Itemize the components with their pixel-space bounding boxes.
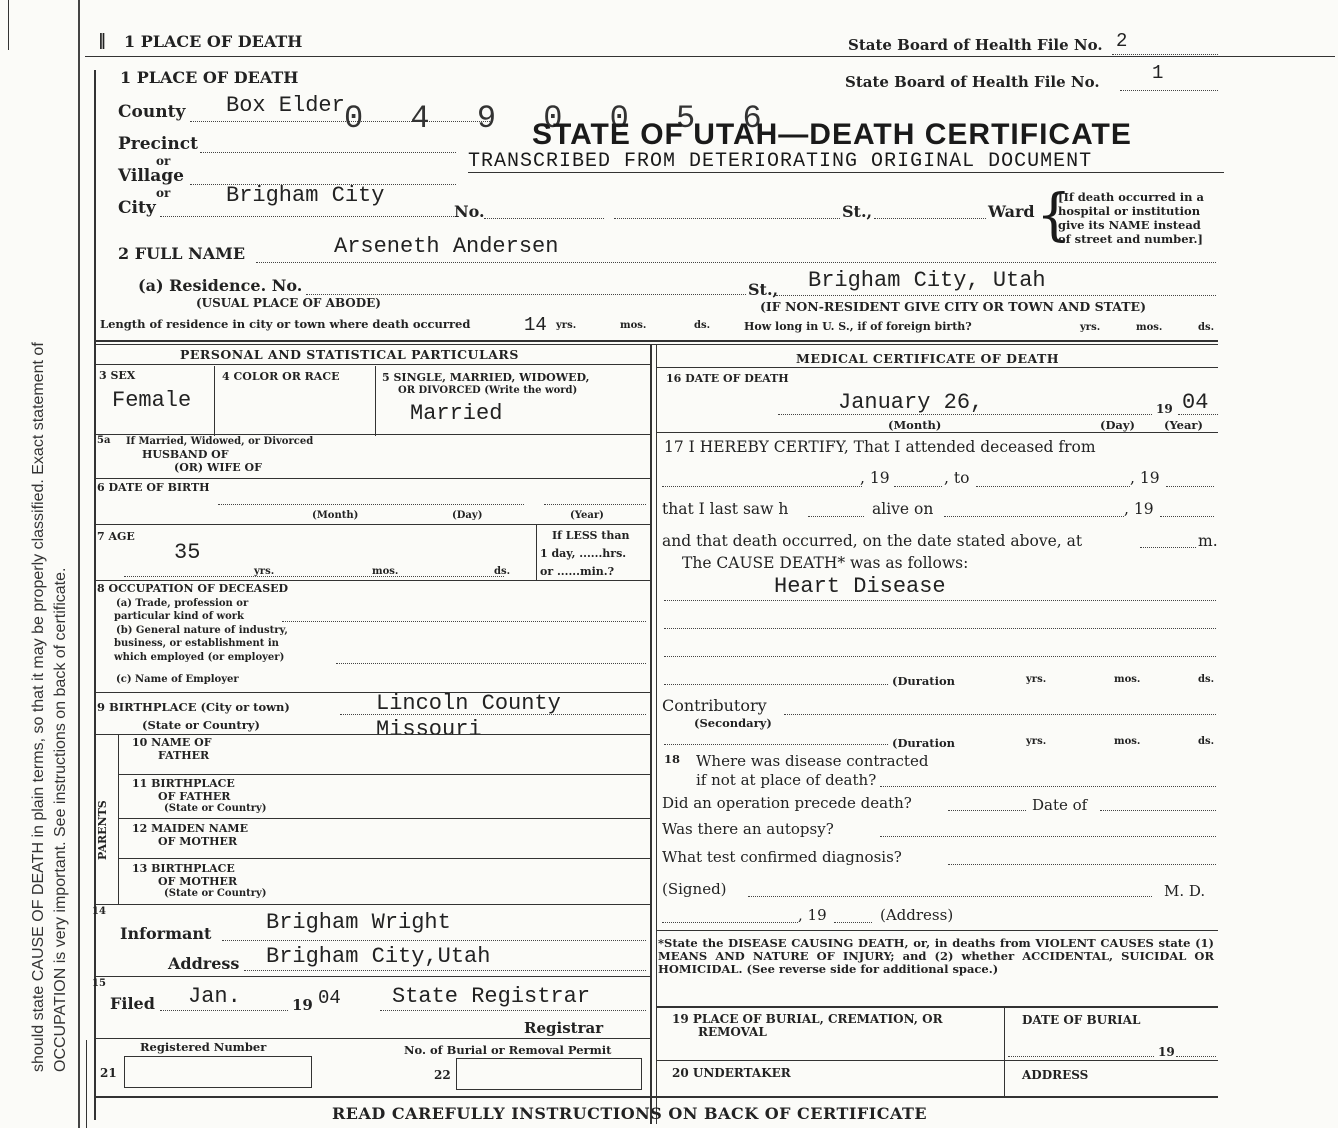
where-contracted-1: Where was disease contracted — [696, 752, 929, 770]
file-no-label: State Board of Health File No. — [845, 73, 1100, 91]
date-rule — [656, 432, 1218, 433]
certify-line-3b: alive on — [872, 500, 934, 518]
sex-divider — [214, 366, 215, 436]
dob-month-day-line — [218, 504, 524, 505]
file-no-line — [1120, 90, 1218, 91]
burial-divider — [1004, 1006, 1005, 1096]
informant-label: Informant — [120, 924, 212, 943]
city-value: Brigham City — [226, 183, 385, 208]
parents-divider — [118, 734, 119, 904]
test-label: What test confirmed diagnosis? — [662, 848, 902, 866]
subtitle-underline — [468, 172, 1224, 173]
informant-address-value: Brigham City,Utah — [266, 944, 491, 969]
hospital-note-2: hospital or institution — [1058, 204, 1201, 218]
test-line — [948, 864, 1216, 865]
certify-19-a-line — [894, 486, 942, 487]
certify-line-4: and that death occurred, on the date stated above, at — [662, 532, 1083, 550]
street-line — [614, 218, 840, 219]
dob-month: (Month) — [312, 510, 359, 521]
signed-line — [748, 896, 1152, 897]
certify-19-a: , 19 — [860, 469, 890, 487]
row-rule-7 — [94, 904, 650, 905]
day-label: (Day) — [1100, 418, 1135, 432]
row-rule-8 — [94, 976, 650, 977]
registrar-line — [380, 1010, 646, 1011]
operation-label: Did an operation precede death? — [662, 794, 912, 812]
certificate-subtitle: TRANSCRIBED FROM DETERIORATING ORIGINAL DOCUMENT — [468, 150, 1093, 173]
burial-permit-label: No. of Burial or Removal Permit — [404, 1043, 612, 1057]
filed-month-line — [160, 1010, 288, 1011]
burial-address-label: ADDRESS — [1022, 1068, 1089, 1082]
occupation-b2: business, or establishment in — [114, 638, 279, 649]
foreign-ds: ds. — [1198, 322, 1215, 333]
file-no-label-top: State Board of Health File No. — [848, 36, 1103, 54]
age-mos: mos. — [372, 566, 399, 577]
autopsy-label: Was there an autopsy? — [662, 820, 834, 838]
burial-place-label-1: 19 PLACE OF BURIAL, CREMATION, OR — [672, 1012, 943, 1026]
less-than-2: 1 day, ......hrs. — [540, 547, 627, 560]
full-name-value: Arseneth Andersen — [334, 234, 559, 259]
age-divider — [536, 524, 537, 580]
occupation-b1: (b) General nature of industry, — [116, 625, 288, 636]
foreign-mos: mos. — [1136, 322, 1163, 333]
filed-19: 19 — [292, 996, 313, 1014]
occupation-a1: (a) Trade, profession or — [116, 598, 249, 609]
less-than-3: or ......min.? — [540, 565, 615, 578]
autopsy-line — [880, 836, 1216, 837]
informant-address-line — [244, 970, 646, 971]
duration-ds-1: ds. — [1198, 674, 1215, 685]
village-label: Village — [118, 166, 184, 186]
undertaker-label: 20 UNDERTAKER — [672, 1066, 791, 1080]
burial-permit-box[interactable] — [456, 1058, 642, 1090]
contributory-duration-lead — [664, 744, 888, 745]
certificate-title: STATE OF UTAH—DEATH CERTIFICATE — [532, 118, 1132, 151]
date-of-death-value: January 26, — [838, 390, 984, 415]
cause-footnote: *State the DISEASE CAUSING DEATH, or, in deaths from VIOLENT CAUSES state (1) MEANS AND NATURE OF INJURY; and (2) whether ACCIDENTAL, SUICIDAL OR HOMICIDAL. (See reverse side for additional space.) — [658, 936, 1214, 976]
filed-year: 04 — [318, 987, 341, 1009]
birthplace-line — [340, 714, 646, 715]
date-19: 19 — [1156, 402, 1173, 416]
registrar-label: Registrar — [524, 1019, 604, 1037]
certify-to-line — [976, 486, 1130, 487]
father-bp-label-1: 11 BIRTHPLACE — [132, 777, 235, 790]
occupation-c: (c) Name of Employer — [116, 674, 239, 685]
father-name-label-1: 10 NAME OF — [132, 736, 212, 749]
city-line — [160, 216, 454, 217]
marital-label-1: 5 SINGLE, MARRIED, WIDOWED, — [382, 371, 590, 384]
spouse-label-3: (OR) WIFE OF — [174, 461, 262, 474]
residence-value: Brigham City, Utah — [808, 268, 1046, 293]
certify-alive-line — [944, 516, 1124, 517]
dob-label: 6 DATE OF BIRTH — [97, 481, 210, 494]
row-rule-1 — [94, 434, 650, 435]
certify-h-line — [808, 516, 864, 517]
age-line — [124, 576, 504, 577]
num-18: 18 — [664, 752, 681, 766]
occupation-label: 8 OCCUPATION OF DECEASED — [97, 582, 289, 595]
operation-line — [948, 810, 1026, 811]
filed-label: Filed — [110, 994, 155, 1013]
dob-year-line — [544, 504, 646, 505]
occupation-a-line — [282, 621, 646, 622]
filed-month: Jan. — [188, 984, 241, 1009]
duration-yrs-1: yrs. — [1026, 674, 1047, 685]
signed-label: (Signed) — [662, 880, 727, 898]
precinct-label: Precinct — [118, 134, 198, 154]
registered-number-box[interactable] — [124, 1056, 312, 1088]
informant-address-label: Address — [168, 954, 240, 973]
father-bp-label-2: OF FATHER — [158, 790, 231, 803]
date-of-line — [1100, 810, 1216, 811]
secondary-label: (Secondary) — [694, 716, 772, 730]
informant-line — [222, 940, 646, 941]
form-left-border-2 — [86, 1040, 87, 1128]
bottom-rule — [94, 1096, 1218, 1098]
cause-label: The CAUSE DEATH* was as follows: — [682, 554, 969, 572]
age-value: 35 — [174, 540, 201, 565]
birthplace-state: Missouri — [376, 717, 482, 742]
duration-mos-1: mos. — [1114, 674, 1141, 685]
residence-st-label: St., — [748, 280, 779, 299]
sex-label: 3 SEX — [99, 369, 136, 382]
date-year: 04 — [1182, 390, 1209, 415]
county-label: County — [118, 102, 186, 122]
color-race-label: 4 COLOR OR RACE — [222, 370, 340, 383]
age-ds: ds. — [494, 566, 511, 577]
mother-bp-label-2: OF MOTHER — [158, 875, 238, 888]
occupation-b3: which employed (or employer) — [114, 652, 285, 663]
dob-year: (Year) — [570, 510, 604, 521]
footer-instructions: READ CAREFULLY INSTRUCTIONS ON BACK OF CERTIFICATE — [332, 1104, 928, 1123]
medical-section-title: MEDICAL CERTIFICATE OF DEATH — [796, 351, 1060, 366]
sidebar-instruction-line-1: should state CAUSE OF DEATH in plain terms, so that it may be properly classified. Exact statement of — [30, 342, 47, 1072]
occupation-a2: particular kind of work — [114, 611, 244, 622]
burial-date-line — [1008, 1056, 1154, 1057]
burial-19: 19 — [1158, 1045, 1175, 1059]
informant-num: 14 — [92, 906, 106, 917]
file-no-top-line — [1112, 54, 1218, 55]
residence-label: (a) Residence. No. — [138, 276, 303, 295]
length-ds: ds. — [694, 320, 711, 331]
personal-section-title: PERSONAL AND STATISTICAL PARTICULARS — [180, 347, 519, 362]
row-rule-3 — [94, 524, 650, 525]
row-rule-9 — [94, 1038, 650, 1039]
or-1: or — [156, 154, 171, 168]
certify-line-3a: that I last saw h — [662, 500, 789, 518]
row-rule-6 — [94, 734, 650, 735]
father-name-label-2: FATHER — [158, 749, 210, 762]
hospital-note-1: [If death occurred in a — [1058, 190, 1204, 204]
certify-19-b: , 19 — [1130, 469, 1160, 487]
date-of-death-label: 16 DATE OF DEATH — [666, 372, 789, 385]
mother-name-label-1: 12 MAIDEN NAME — [132, 822, 248, 835]
cause-line-2 — [664, 628, 1216, 629]
contributory-line-1 — [784, 714, 1216, 715]
burial-date-label: DATE OF BURIAL — [1022, 1013, 1141, 1027]
cause-value: Heart Disease — [774, 574, 946, 599]
medical-header-rule — [656, 367, 1218, 368]
spouse-label-1: If Married, Widowed, or Divorced — [126, 436, 314, 447]
duration-label-1: (Duration — [892, 674, 955, 688]
less-than-1: If LESS than — [552, 529, 630, 542]
no-label: No. — [454, 202, 485, 221]
sidebar-instruction-line-2: OCCUPATION is very important. See instructions on back of certificate. — [52, 567, 69, 1072]
birthplace-label: 9 BIRTHPLACE (City or town) — [97, 700, 290, 714]
residence-line — [776, 295, 1216, 296]
top-strip-rule — [85, 56, 1335, 57]
place-of-death-heading-top: 1 PLACE OF DEATH — [124, 32, 303, 51]
certify-alive-19-line — [1160, 516, 1214, 517]
age-yrs: yrs. — [254, 566, 275, 577]
race-divider — [375, 366, 376, 436]
registrar-name: State Registrar — [392, 984, 591, 1009]
date-of-label: Date of — [1032, 796, 1088, 814]
birthplace-city: Lincoln County — [376, 691, 561, 716]
certify-line-1: 17 I HEREBY CERTIFY, That I attended deceased from — [664, 438, 1096, 456]
top-binding-marks: ‖ — [98, 30, 106, 49]
or-2: or — [156, 186, 171, 200]
cause-line-3 — [664, 656, 1216, 657]
usual-abode-label: (USUAL PLACE OF ABODE) — [196, 296, 381, 310]
burial-19-line — [1176, 1056, 1216, 1057]
duration-yrs-2: yrs. — [1026, 736, 1047, 747]
parent-rule-1 — [118, 774, 650, 775]
hospital-note-4: of street and number.] — [1058, 232, 1203, 246]
file-no-value: 1 — [1152, 62, 1164, 84]
filed-num: 15 — [92, 978, 106, 989]
center-divider — [650, 344, 652, 1124]
length-yrs: yrs. — [556, 320, 577, 331]
marital-label-2: OR DIVORCED (Write the word) — [398, 385, 578, 396]
certify-19-b-line — [1166, 486, 1214, 487]
birthplace-sub: (State or Country) — [142, 718, 260, 732]
parent-rule-3 — [118, 858, 650, 859]
date-year-line — [1178, 414, 1218, 415]
sig-19: , 19 — [798, 906, 827, 924]
burial-rule — [656, 1006, 1218, 1008]
residence-no-line — [306, 294, 746, 295]
full-name-label: 2 FULL NAME — [118, 244, 246, 263]
sig-date-line — [662, 922, 798, 923]
where-contracted-line — [880, 786, 1216, 787]
certify-from-line — [662, 486, 862, 487]
city-label: City — [118, 198, 156, 218]
marital-value: Married — [410, 401, 503, 426]
full-name-line — [256, 262, 1216, 263]
no-line — [484, 218, 604, 219]
county-value: Box Elder — [226, 93, 345, 118]
ward-label: Ward — [988, 202, 1035, 221]
non-resident-label: (IF NON-RESIDENT GIVE CITY OR TOWN AND STATE) — [760, 299, 1146, 314]
parents-label: PARENTS — [96, 800, 109, 860]
foreign-yrs: yrs. — [1080, 322, 1101, 333]
certify-time-line — [1140, 547, 1196, 548]
row-rule-5 — [94, 692, 650, 693]
form-left-border — [94, 70, 96, 1120]
mother-name-label-2: OF MOTHER — [158, 835, 238, 848]
parent-rule-2 — [118, 818, 650, 819]
contributory-label: Contributory — [662, 696, 767, 715]
undertaker-rule — [656, 1060, 1218, 1061]
certify-m: m. — [1198, 532, 1218, 550]
burial-place-label-2: REMOVAL — [698, 1025, 767, 1039]
st-label: St., — [842, 202, 873, 221]
year-label: (Year) — [1164, 418, 1203, 432]
file-no-top: 2 — [1116, 30, 1128, 52]
spouse-label-2: HUSBAND OF — [142, 448, 229, 461]
place-of-death-heading: 1 PLACE OF DEATH — [120, 68, 299, 87]
stamp-number: 0 4 9 0 0 5 6 — [344, 100, 776, 137]
duration-ds-2: ds. — [1198, 736, 1215, 747]
registered-number-label: Registered Number — [140, 1040, 267, 1054]
ward-brace: { — [1036, 183, 1072, 248]
footnote-rule — [656, 930, 1218, 931]
hospital-note-3: give its NAME instead — [1058, 218, 1201, 232]
sig-address-label: (Address) — [880, 906, 954, 924]
mother-bp-label-1: 13 BIRTHPLACE — [132, 862, 235, 875]
length-mos: mos. — [620, 320, 647, 331]
personal-header-rule — [94, 364, 650, 365]
where-contracted-2: if not at place of death? — [696, 771, 877, 789]
row-rule-2 — [94, 478, 650, 479]
mother-bp-label-3: (State or Country) — [164, 888, 267, 899]
sig-19-line — [834, 922, 872, 923]
dob-day: (Day) — [452, 510, 483, 521]
month-label: (Month) — [888, 418, 942, 432]
spouse-num: 5a — [97, 435, 111, 446]
left-margin-rule — [78, 0, 80, 1128]
scan-edge — [8, 0, 9, 50]
age-label: 7 AGE — [97, 530, 135, 543]
date-of-death-line — [778, 414, 1152, 415]
cause-duration-lead — [664, 684, 888, 685]
duration-label-2: (Duration — [892, 736, 955, 750]
informant-value: Brigham Wright — [266, 910, 451, 935]
md-label: M. D. — [1164, 882, 1206, 900]
cause-line-1 — [664, 600, 1216, 601]
length-residence-label: Length of residence in city or town where death occurred — [100, 317, 471, 331]
certify-to: , to — [944, 469, 970, 487]
num-22: 22 — [434, 1068, 451, 1082]
st-line — [874, 218, 986, 219]
section-rule-top — [94, 340, 1218, 342]
precinct-line — [200, 152, 456, 153]
num-21: 21 — [100, 1066, 117, 1080]
foreign-birth-label: How long in U. S., if of foreign birth? — [744, 320, 972, 333]
row-rule-4 — [94, 580, 650, 581]
duration-mos-2: mos. — [1114, 736, 1141, 747]
sex-value: Female — [112, 388, 192, 413]
certify-line-3c: , 19 — [1124, 500, 1154, 518]
length-years-value: 14 — [524, 314, 547, 336]
father-bp-label-3: (State or Country) — [164, 803, 267, 814]
occupation-b-line — [336, 663, 646, 664]
